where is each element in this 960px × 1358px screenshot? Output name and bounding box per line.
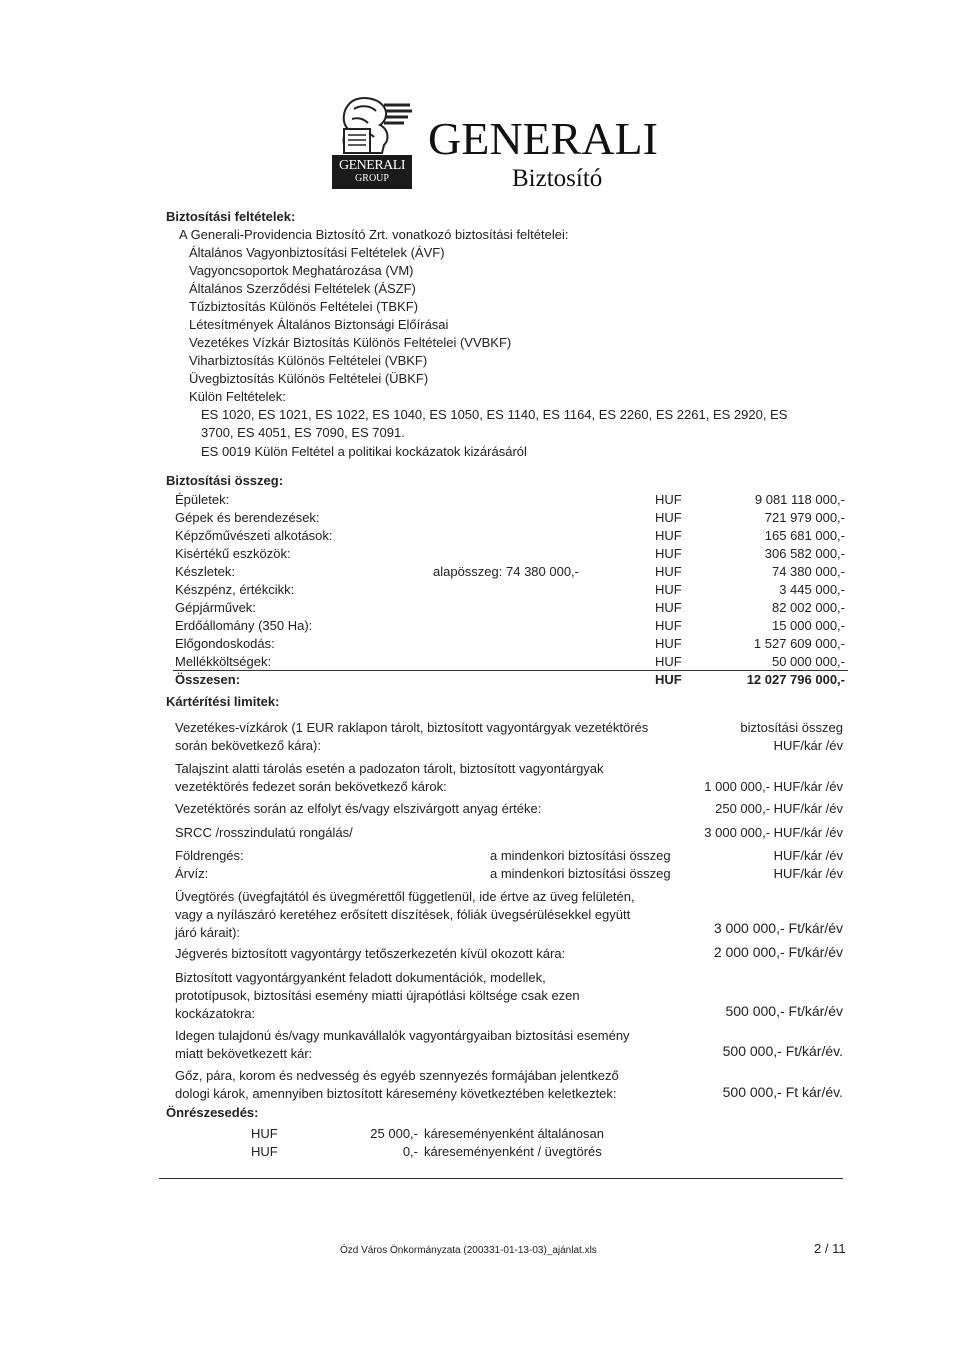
sum-row-label: Kisértékű eszközök: [175, 546, 291, 561]
limit-text: vezetéktörés fedezet során bekövetkező károk: [175, 779, 447, 794]
sum-row-label: Készletek: [175, 564, 235, 579]
limit-note: a mindenkori biztosítási összeg [490, 866, 671, 881]
page-number: 2 / 11 [814, 1241, 846, 1256]
sum-row-currency: HUF [655, 546, 682, 561]
limit-note: a mindenkori biztosítási összeg [490, 848, 671, 863]
sum-row-label: Erdőállomány (350 Ha): [175, 618, 313, 633]
limit-value: 500 000,- Ft kár/év. [722, 1084, 843, 1100]
sum-row-value: 306 582 000,- [764, 546, 845, 561]
limit-value: 3 000 000,- Ft/kár/év [713, 920, 843, 936]
sum-row-value: 3 445 000,- [779, 582, 845, 597]
sum-row-label: Készpénz, értékcikk: [175, 582, 295, 597]
footer-divider [159, 1178, 843, 1179]
es-0019-line: ES 0019 Külön Feltétel a politikai kockázatok kizárásáról [201, 444, 527, 459]
limit-text: Vezetéktörés során az elfolyt és/vagy elszivárgott anyag értéke: [175, 801, 542, 816]
es-list-line2: 3700, ES 4051, ES 7090, ES 7091. [201, 425, 405, 440]
limit-value: biztosítási összeg [740, 720, 843, 735]
deductible-currency: HUF [251, 1126, 278, 1141]
sum-row-value: 50 000 000,- [771, 654, 845, 669]
sum-row-currency: HUF [655, 654, 682, 669]
deductible-text: káreseményenként / üvegtörés [424, 1144, 602, 1159]
sum-row-currency: HUF [655, 582, 682, 597]
limit-text: során bekövetkező kára): [175, 738, 321, 753]
limit-text: miatt bekövetkezett kár: [175, 1046, 313, 1061]
limit-text: Árvíz: [175, 866, 209, 881]
total-label: Összesen: [175, 672, 241, 687]
sum-row-currency: HUF [655, 618, 682, 633]
limit-text: vagy a nyílászáró keretéhez erősített díszítések, fóliák üvegsérülésekkel együtt [175, 907, 631, 922]
limit-text: Idegen tulajdonú és/vagy munkavállalók vagyontárgyaiban biztosítási esemény [175, 1028, 630, 1043]
limit-text: Gőz, pára, korom és nedvesség és egyéb szennyezés formájában jelentkező [175, 1068, 619, 1083]
limit-text: kockázatokra: [175, 1006, 256, 1021]
limit-text: Vezetékes-vízkárok (1 EUR raklapon tárolt, biztosított vagyontárgyak vezetéktörés [175, 720, 649, 735]
limit-value: 1 000 000,- HUF/kár /év [704, 779, 843, 794]
conditions-intro: A Generali-Providencia Biztosító Zrt. vonatkozó biztosítási feltételei: [179, 227, 569, 242]
limit-text: Jégverés biztosított vagyontárgy tetőszerkezetén kívül okozott kára: [175, 946, 566, 961]
sum-row-label: Gépek és berendezések: [175, 510, 320, 525]
total-divider [173, 670, 848, 671]
sum-row-label: Gépjárművek: [175, 600, 256, 615]
sum-row-label: Előgondoskodás: [175, 636, 275, 651]
sum-row-value: 74 380 000,- [771, 564, 845, 579]
logo-group-text: GROUP [355, 173, 389, 184]
sum-row-currency: HUF [655, 600, 682, 615]
deductible-currency: HUF [251, 1144, 278, 1159]
deductible-amount: 25 000,- [370, 1126, 418, 1141]
sum-row-currency: HUF [655, 564, 682, 579]
condition-item: Vagyoncsoportok Meghatározása (VM) [189, 263, 414, 278]
sum-row-value: 721 979 000,- [764, 510, 845, 525]
sum-row-note: alapösszeg: 74 380 000,- [433, 564, 579, 579]
sum-row-value: 9 081 118 000,- [754, 492, 845, 507]
brand-name: GENERALI [428, 113, 658, 164]
sum-row-value: 15 000 000,- [771, 618, 845, 633]
sum-row-currency: HUF [655, 636, 682, 651]
sum-row-value: 1 527 609 000,- [753, 636, 845, 651]
limits-heading: Kártérítési limitek: [166, 694, 280, 709]
limit-value: HUF/kár /év [773, 738, 843, 753]
sum-row-value: 165 681 000,- [764, 528, 845, 543]
total-currency: HUF [655, 672, 682, 687]
condition-item: Létesítmények Általános Biztonsági Előírásai [189, 317, 449, 332]
total-value: 12 027 796 000,- [746, 672, 845, 687]
condition-item: Üvegbiztosítás Különös Feltételei (ÜBKF) [189, 371, 429, 386]
generali-logo [328, 95, 416, 191]
deductible-amount: 0,- [402, 1144, 418, 1159]
conditions-heading: Biztosítási feltételek: [166, 209, 296, 224]
sum-row-currency: HUF [655, 510, 682, 525]
brand-subtitle: Biztosító [512, 165, 603, 192]
sum-row-currency: HUF [655, 528, 682, 543]
limit-value: 500 000,- Ft/kár/év [725, 1003, 843, 1019]
limit-value: 3 000 000,- HUF/kár /év [704, 825, 843, 840]
limit-text: Biztosított vagyontárgyanként feladott dokumentációk, modellek, [175, 970, 546, 985]
limit-text: járó kárait): [175, 925, 241, 940]
limit-value: HUF/kár /év [773, 866, 843, 881]
limit-value: HUF/kár /év [773, 848, 843, 863]
deductible-heading: Önrészesedés: [166, 1105, 259, 1120]
logo-brand-text: GENERALI [339, 158, 405, 173]
condition-item: Tűzbiztosítás Különös Feltételei (TBKF) [189, 299, 419, 314]
limit-text: SRCC /rosszindulatú rongálás/ [175, 825, 353, 840]
deductible-text: káreseményenként általánosan [424, 1126, 604, 1141]
sum-row-label: Képzőművészeti alkotások: [175, 528, 333, 543]
condition-item: Külön Feltételek: [189, 389, 286, 404]
limit-text: Földrengés: [175, 848, 244, 863]
sum-row-label: Mellékköltségek: [175, 654, 272, 669]
condition-item: Általános Vagyonbiztosítási Feltételek (ÁVF) [189, 245, 445, 260]
limit-text: Talajszint alatti tárolás esetén a padozaton tárolt, biztosított vagyontárgyak [175, 761, 604, 776]
limit-text: prototípusok, biztosítási esemény miatti újrapótlási költsége csak ezen [175, 988, 580, 1003]
limit-value: 250 000,- HUF/kár /év [715, 801, 843, 816]
sum-row-value: 82 002 000,- [771, 600, 845, 615]
limit-text: Üvegtörés (üvegfajtától és üvegmérettől függetlenül, ide értve az üveg felületén, [175, 889, 635, 904]
condition-item: Vezetékes Vízkár Biztosítás Különös Feltételei (VVBKF) [189, 335, 512, 350]
sum-row-currency: HUF [655, 492, 682, 507]
footer-filename: Ózd Város Önkormányzata (200331-01-13-03)_ajánlat.xls [340, 1245, 597, 1256]
es-list-line1: ES 1020, ES 1021, ES 1022, ES 1040, ES 1050, ES 1140, ES 1164, ES 2260, ES 2261, ES 2920, ES [201, 407, 788, 422]
condition-item: Viharbiztosítás Különös Feltételei (VBKF) [189, 353, 428, 368]
limit-text: dologi károk, amennyiben biztosított káresemény következtében keletkeztek: [175, 1086, 617, 1101]
limit-value: 2 000 000,- Ft/kár/év [713, 944, 843, 960]
limit-value: 500 000,- Ft/kár/év. [722, 1043, 843, 1059]
sum-row-label: Épületek: [175, 492, 230, 507]
condition-item: Általános Szerződési Feltételek (ÁSZF) [189, 281, 416, 296]
sum-heading: Biztosítási összeg: [166, 473, 284, 488]
